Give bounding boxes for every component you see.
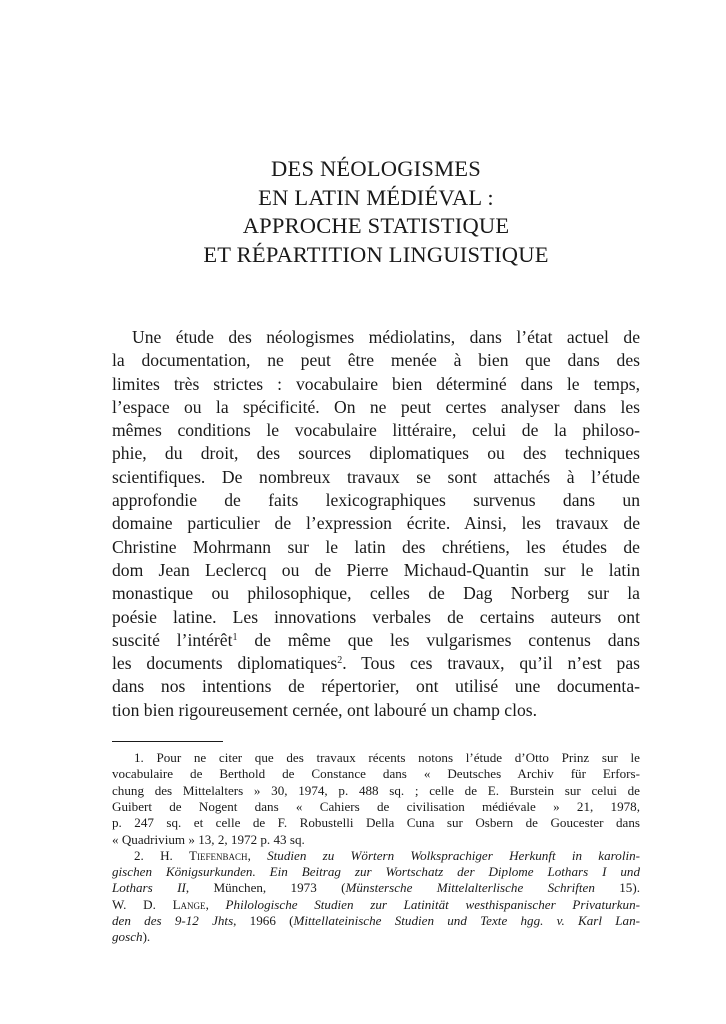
body-line: Une étude des néologismes médiolatins, dans l’état actuel de [132, 327, 640, 347]
body-text-segment: de même que les vulgarismes contenus dans [237, 629, 640, 650]
footnote-line: Guibert de Nogent dans « Cahiers de civilisation médiévale » 21, 1978, [112, 798, 640, 814]
series-title: Münstersche Mittelalterlische Schriften [345, 880, 595, 896]
body-text-segment: les documents diplomatiques [112, 653, 338, 674]
footnote-ref-1[interactable]: 1 [232, 631, 238, 643]
body-line: monastique ou philosophique, celles de Dag Norberg sur la [112, 583, 640, 604]
author-name: Tiefenbach [189, 847, 248, 863]
body-line [112, 652, 640, 675]
title-line: DES NÉOLOGISMES [271, 156, 481, 181]
title-line: EN LATIN MÉDIÉVAL : [258, 184, 494, 210]
footnote-line: p. 247 sq. et celle de F. Robustelli Della Cuna sur Osbern de Goucester dans [112, 815, 640, 831]
footnote-divider [112, 741, 223, 742]
work-title: gischen Königsurkunden. Ein Beitrag zur Wortschatz der Diplome Lothars I und [112, 864, 640, 880]
body-line: poésie latine. Les innovations verbales de certains auteurs ont [112, 606, 640, 627]
body-line: phie, du droit, des sources diplomatiques ou des techniques [112, 443, 640, 464]
body-paragraph [112, 326, 640, 722]
body-line: dom Jean Leclercq ou de Pierre Michaud-Quantin sur le latin [112, 559, 640, 580]
body-line [112, 629, 640, 652]
body-line: la documentation, ne peut être menée à bien que dans des [112, 350, 640, 371]
footnote-text: 2. H. [134, 847, 190, 863]
body-line: limites très strictes : vocabulaire bien déterminé dans le temps, [112, 373, 640, 394]
series-title: gosch [112, 929, 143, 945]
body-line: approfondie de faits lexicographiques survenus dans un [112, 490, 640, 511]
footnote-line: vocabulaire de Berthold de Constance dans « Deutsches Archiv für Erfors- [112, 766, 640, 782]
footnote-line: « Quadrivium » 13, 2, 1972 p. 43 sq. [112, 831, 305, 847]
body-line: tion bien rigoureusement cernée, ont labouré un champ clos. [112, 699, 538, 720]
footnotes [112, 750, 640, 946]
body-text-segment: . Tous ces travaux, qu’il n’est pas [342, 653, 640, 674]
work-title: Studien zu Wörtern Wolksprachiger Herkunft in karolin- [267, 847, 640, 863]
title-line: APPROCHE STATISTIQUE [242, 213, 510, 238]
footnote-text: 15). [594, 880, 640, 896]
footnote-line [112, 848, 640, 864]
author-name: Lange [172, 896, 206, 912]
body-line: Christine Mohrmann sur le latin des chrétiens, les études de [112, 536, 640, 557]
page-title [112, 155, 640, 269]
footnote-line: chung des Mittelalters » 30, 1974, p. 488 sq. ; celle de E. Burstein sur celui de [112, 782, 640, 798]
page [112, 155, 640, 946]
work-title: Philologische Studien zur Latinität westhispanischer Privaturkun- [225, 896, 640, 912]
series-title: Mittellateinische Studien und Texte hgg. v. Karl Lan- [293, 913, 640, 929]
footnote-text: , [247, 847, 268, 863]
footnote-text: , [205, 896, 226, 912]
footnote-line [112, 929, 640, 945]
footnote-line [112, 864, 640, 880]
footnote-text: W. D. [112, 896, 173, 912]
footnote-line [112, 897, 640, 913]
body-line: dans nos intentions de répertorier, ont utilisé une documenta- [112, 676, 640, 697]
work-title: Lothars II [112, 880, 186, 896]
footnote-line [112, 880, 640, 896]
body-text-segment: suscité l’intérêt [112, 629, 233, 650]
footnote-line [112, 913, 640, 929]
footnote-ref-2[interactable]: 2 [337, 655, 343, 667]
body-line: l’espace ou la spécificité. On ne peut certes analyser dans les [112, 396, 640, 417]
work-title: den des 9-12 Jhts [112, 913, 234, 929]
footnote-text: , 1966 ( [233, 913, 294, 929]
title-line: ET RÉPARTITION LINGUISTIQUE [203, 241, 549, 267]
body-line: scientifiques. De nombreux travaux se sont attachés à l’étude [112, 466, 640, 487]
body-line: mêmes conditions le vocabulaire littéraire, celui de la philoso- [112, 420, 640, 441]
body-line: domaine particulier de l’expression écrite. Ainsi, les travaux de [112, 513, 640, 534]
footnote-line: 1. Pour ne citer que des travaux récents notons l’étude d’Otto Prinz sur le [134, 750, 640, 766]
footnote-text: ). [142, 929, 151, 945]
footnote-text: , München, 1973 ( [185, 880, 346, 896]
